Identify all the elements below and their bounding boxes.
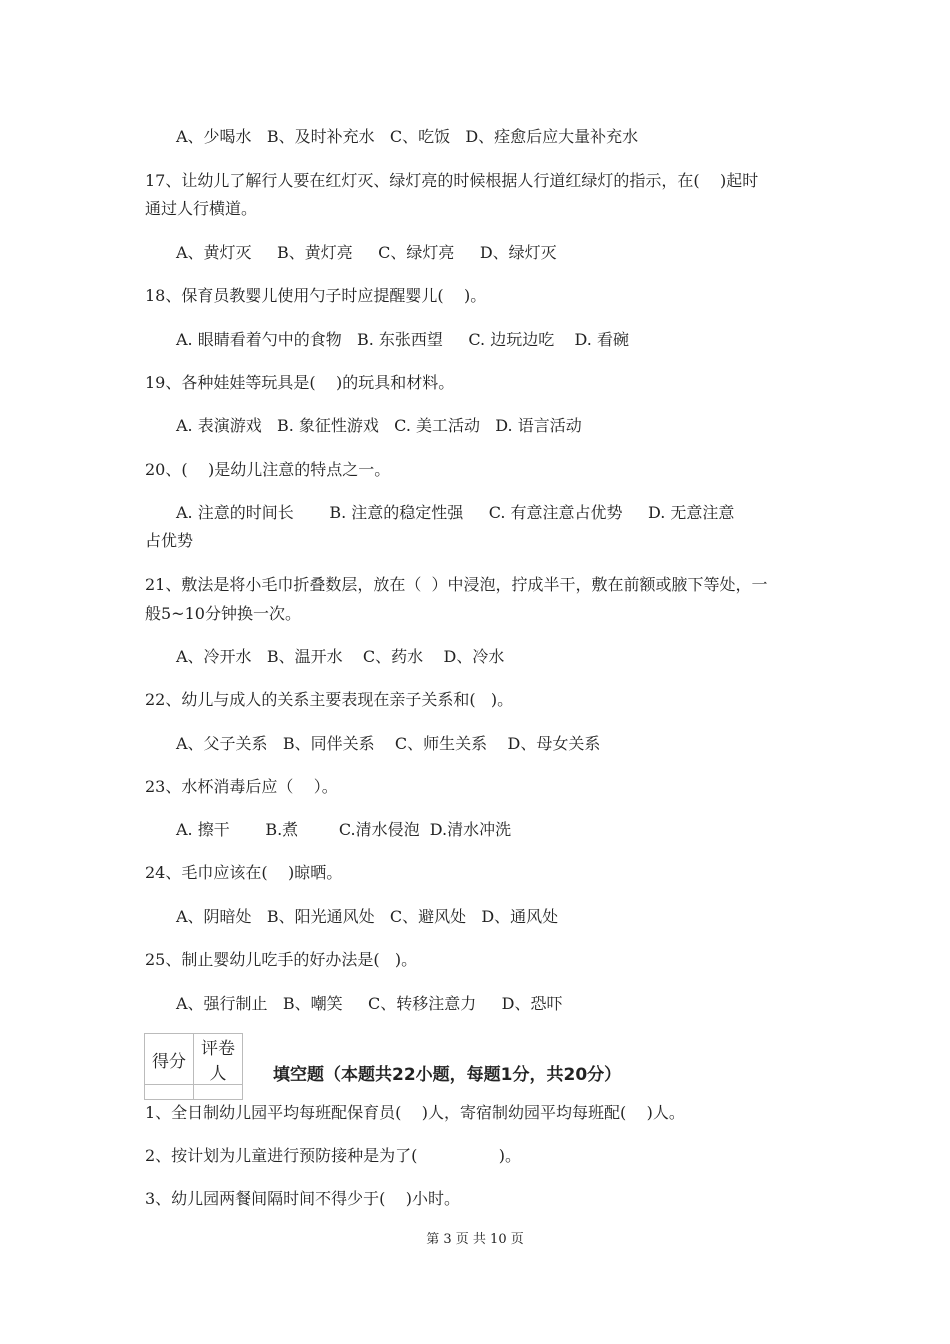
question-21-cont: 般5~10分钟换一次。 <box>145 604 301 623</box>
options-16: A、少喝水 B、及时补充水 C、吃饭 D、痊愈后应大量补充水 <box>176 127 639 146</box>
options-18: A. 眼睛看着勺中的食物 B. 东张西望 C. 边玩边吃 D. 看碗 <box>176 330 629 349</box>
options-17: A、黄灯灭 B、黄灯亮 C、绿灯亮 D、绿灯灭 <box>176 243 557 262</box>
section-title: 填空题（本题共22小题，每题1分，共20分） <box>273 1065 622 1085</box>
options-20-cont: 占优势 <box>145 531 194 550</box>
score-cell <box>145 1085 194 1100</box>
question-23: 23、水杯消毒后应（ ）。 <box>145 777 338 796</box>
question-21: 21、敷法是将小毛巾折叠数层，放在（ ）中浸泡，拧成半干，敷在前额或腋下等处，一 <box>145 575 768 594</box>
grader-cell <box>194 1085 243 1100</box>
question-20: 20、( )是幼儿注意的特点之一。 <box>145 460 391 479</box>
question-17-cont: 通过人行横道。 <box>145 199 258 218</box>
score-label: 得分 <box>145 1034 194 1085</box>
question-25: 25、制止婴幼儿吃手的好办法是( )。 <box>145 950 418 969</box>
question-24: 24、毛巾应该在( )晾晒。 <box>145 863 343 882</box>
options-23: A. 擦干 B.煮 C.清水侵泡 D.清水冲洗 <box>176 820 512 839</box>
question-17: 17、让幼儿了解行人要在红灯灭、绿灯亮的时候根据人行道红绿灯的指示，在( )起时 <box>145 171 759 190</box>
options-19: A. 表演游戏 B. 象征性游戏 C. 美工活动 D. 语言活动 <box>176 416 582 435</box>
options-21: A、冷开水 B、温开水 C、药水 D、冷水 <box>176 647 505 666</box>
options-20: A. 注意的时间长 B. 注意的稳定性强 C. 有意注意占优势 D. 无意注意 <box>176 503 735 522</box>
options-24: A、阴暗处 B、阳光通风处 C、避风处 D、通风处 <box>176 907 559 926</box>
question-22: 22、幼儿与成人的关系主要表现在亲子关系和( )。 <box>145 690 514 709</box>
question-19: 19、各种娃娃等玩具是( )的玩具和材料。 <box>145 373 455 392</box>
options-22: A、父子关系 B、同伴关系 C、师生关系 D、母女关系 <box>176 734 601 753</box>
page-footer: 第 3 页 共 10 页 <box>426 1232 524 1247</box>
fill-question-2: 2、按计划为儿童进行预防接种是为了( )。 <box>145 1146 522 1165</box>
question-18: 18、保育员教婴儿使用勺子时应提醒婴儿( )。 <box>145 286 487 305</box>
score-box <box>144 1033 243 1100</box>
grader-label: 评卷人 <box>194 1034 243 1085</box>
fill-question-1: 1、全日制幼儿园平均每班配保育员( )人，寄宿制幼园平均每班配( )人。 <box>145 1103 685 1122</box>
options-25: A、强行制止 B、嘲笑 C、转移注意力 D、恐吓 <box>176 994 563 1013</box>
fill-question-3: 3、幼儿园两餐间隔时间不得少于( )小时。 <box>145 1189 461 1208</box>
